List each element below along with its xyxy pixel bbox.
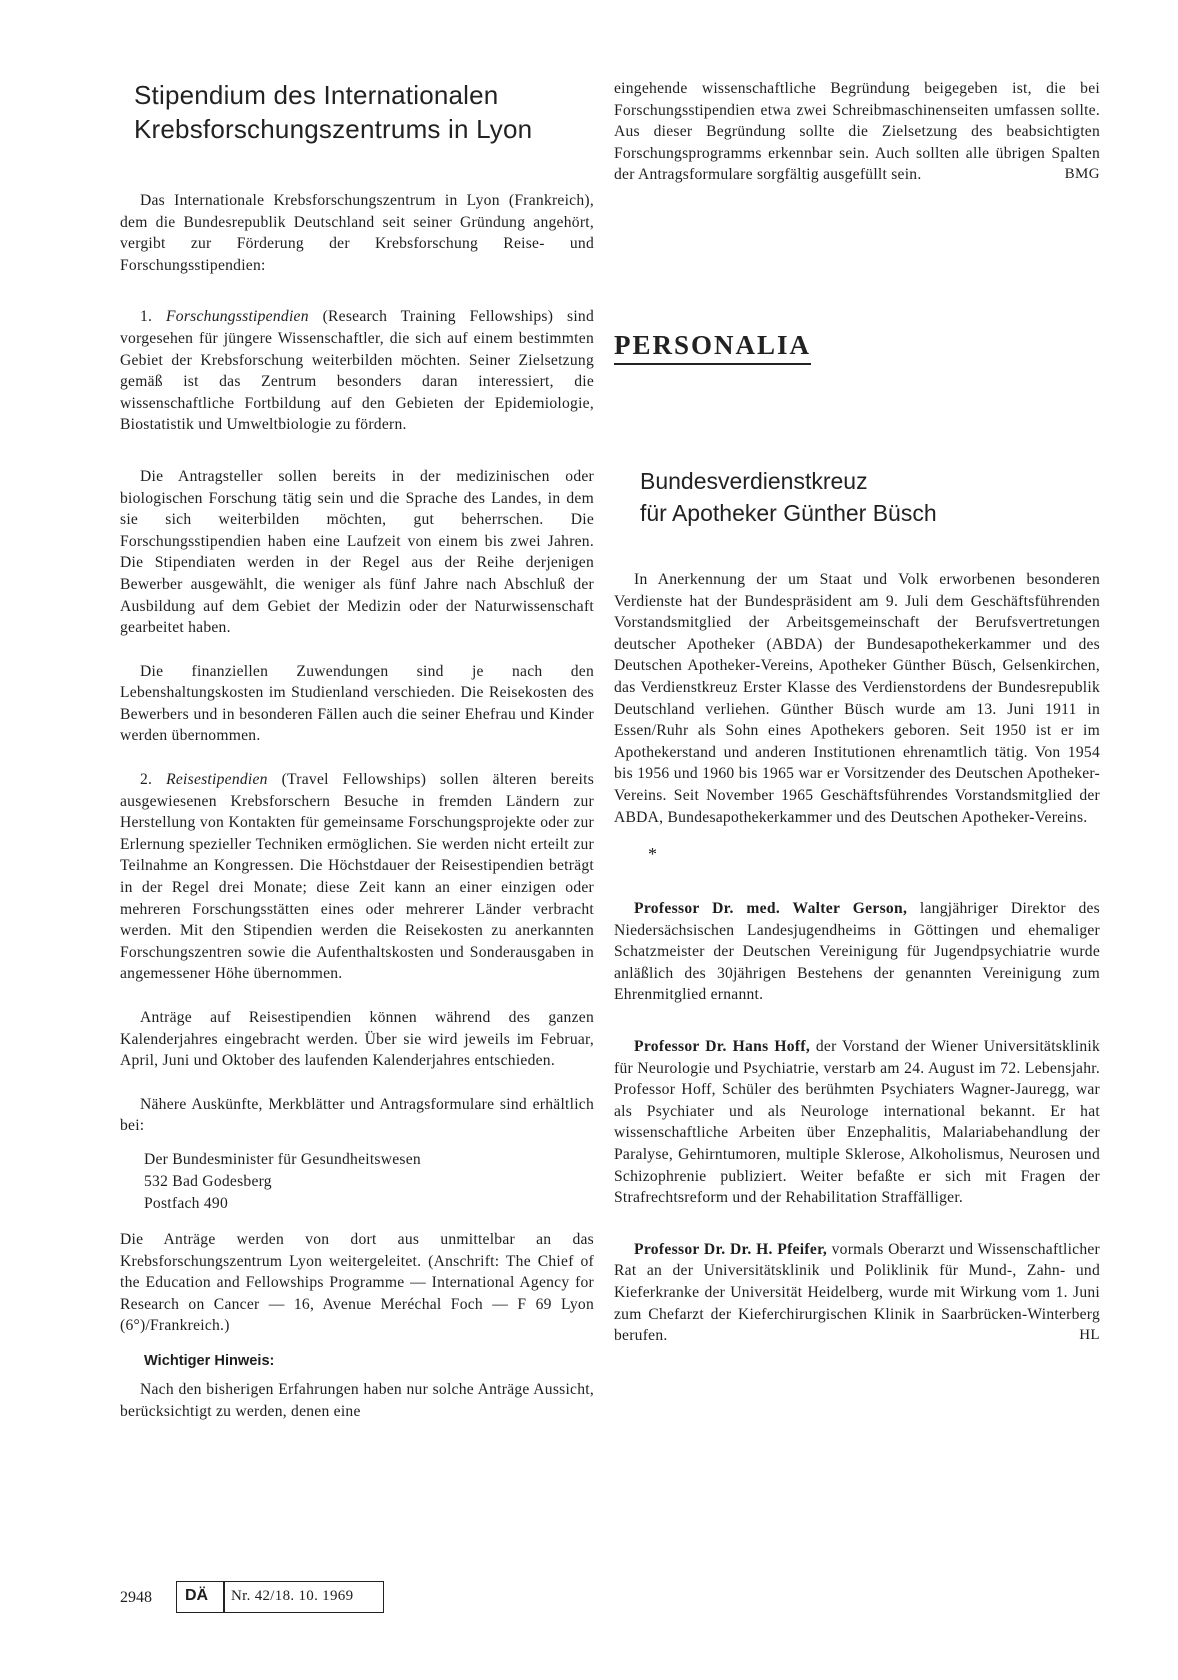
article-title-line2: Krebsforschungszentrums in Lyon <box>134 114 533 144</box>
name-hoff: Professor Dr. Hans Hoff, <box>634 1038 811 1056</box>
paragraph-gerson: Professor Dr. med. Walter Gerson, langjähriger Direktor des Niedersächsischen Landesjugendheims in Göttingen und ehemaliger Schatzmeister der Deutschen Vereinigung für Jugendpsychiatrie wurde anläßlich des 30jährigen Bestehens der genannten Vereinigung zum Ehrenmitglied ernannt. <box>614 900 1100 1004</box>
paragraph-reisestipendien: 2. Reisestipendien (Travel Fellowships) sollen älteren bereits ausgewiesenen Krebsforschern Besuche in fremden Ländern zur Herstellung von Kontakten für gemeinsame Forschungsprojekte oder zur Erlernung spezieller Techniken ermöglichen. Sie werden nicht erteilt zur Teilnahme an Kongressen. Die Höchstdauer der Reisestipendien beträgt in der Regel drei Monate; diese Zeit kann an einer einzigen oder mehreren Forschungsstätten eines oder mehrerer Länder verbracht werden. Mit den Stipendien werden die Reisekosten zu anerkannten Forschungszentren sowie die Aufenthaltskosten und Sonderausgaben in angemessener Höhe übernommen. <box>120 771 595 983</box>
paragraph-zuwendungen: Die finanziellen Zuwendungen sind je nach den Lebenshaltungskosten im Studienland verschieden. Die Reisekosten des Bewerbers und in besonderen Fällen auch die seiner Ehefrau und Kinder werden übernommen. <box>120 662 594 745</box>
signature-hl: HL <box>1079 1327 1100 1344</box>
page-number: 2948 <box>120 1589 152 1606</box>
address-block <box>144 1149 594 1215</box>
paragraph-intro: Das Internationale Krebsforschungszentrum in Lyon (Frankreich), dem die Bundesrepublik Deutschland seit seiner Gründung angehört, vergibt zur Förderung der Krebsforschung Reise- und Forschungsstipendien: <box>120 192 594 274</box>
signature-bmg: BMG <box>1064 166 1100 183</box>
page-footer <box>120 1581 540 1613</box>
name-gerson: Professor Dr. med. Walter Gerson, <box>634 900 908 918</box>
paragraph-antragsteller: Die Antragsteller sollen bereits in der medizinischen oder biologischen Forschung tätig sein und die Sprache des Landes, in dem sie sich weiterbilden möchten, gut beherrschen. Die Forschungsstipendien haben eine Laufzeit von einem bis zwei Jahren. Die Stipendiaten werden in der Regel aus der Reihe derjenigen Bewerber ausgewählt, die weniger als fünf Jahre nach Abschluß der Ausbildung auf dem Gebiet der Medizin oder der Naturwissenschaft gearbeitet haben. <box>120 467 594 637</box>
article-title-bundesverdienstkreuz <box>640 465 1100 529</box>
paragraph-hoff: Professor Dr. Hans Hoff, der Vorstand der Wiener Universitätsklinik für Neurologie und Psychiatrie, verstarb am 24. August im 72. Lebensjahr. Professor Hoff, Schüler des berühmten Psychiaters Wagner-Jauregg, war als Psychiater und als Neurologe international bekannt. Er hat wissenschaftliche Arbeiten über Enzephalitis, Malariabehandlung der Paralyse, Gehirntumoren, multiple Sklerose, Alkoholismus, Neurosen und Schizophrenie publiziert. Weiter befaßte er sich mit Fragen der Strafrechtsreform und der Rehabilitation Straffälliger. <box>614 1038 1100 1207</box>
sub-title-line2: für Apotheker Günther Büsch <box>640 499 937 526</box>
issue-box-divider <box>223 1582 225 1612</box>
paragraph-auskuenfte: Nähere Auskünfte, Merkblätter und Antragsformulare sind erhältlich bei: <box>120 1095 594 1135</box>
name-pfeifer: Professor Dr. Dr. H. Pfeifer, <box>634 1240 828 1258</box>
term-forschungsstipendien: Forschungsstipendien <box>166 308 309 326</box>
address-line: Der Bundesminister für Gesundheitswesen <box>144 1150 421 1168</box>
left-column <box>120 78 594 1422</box>
paragraph-continuation: eingehende wissenschaftliche Begründung beigegeben ist, die bei Forschungsstipendien etwa zwei Schreibmaschinenseiten umfassen sollte. Aus dieser Begründung sollte die Zielsetzung des beabsichtigten Forschungsprogramms erkennbar sein. Auch sollten alle übrigen Spalten der Antragsformulare sorgfältig ausgefüllt sein. BMG <box>614 78 1100 186</box>
separator-star: * <box>648 844 657 865</box>
paragraph-pfeifer: Professor Dr. Dr. H. Pfeifer, vormals Oberarzt und Wissenschaftlicher Rat an der Universitätsklinik und Poliklinik für Mund-, Zahn- und Kieferkranke der Universität Heidelberg, wurde mit Wirkung vom 1. Juni zum Chefarzt der Kieferchirurgischen Klinik in Saarbrücken-Winterberg berufen. HL <box>614 1239 1100 1347</box>
address-line: Postfach 490 <box>144 1194 228 1212</box>
paragraph-hinweis: Nach den bisherigen Erfahrungen haben nur solche Anträge Aussicht, berücksichtigt zu werden, denen eine <box>120 1380 594 1420</box>
article-title-stipendium <box>134 78 594 146</box>
sub-title-line1: Bundesverdienstkreuz <box>640 467 868 494</box>
paragraph-buesch: In Anerkennung der um Staat und Volk erworbenen besonderen Verdienste hat der Bundespräsident am 9. Juli dem Geschäftsführenden Vorstandsmitglied der Arbeitsgemeinschaft der Berufsvertretungen deutscher Apotheker (ABDA) der Bundesapothekerkammer und des Deutschen Apotheker-Vereins, Apotheker Günther Büsch, Gelsenkirchen, das Verdienstkreuz Erster Klasse des Verdienstordens der Bundesrepublik Deutschland verliehen. Günther Büsch wurde am 13. Juni 1911 in Essen/Ruhr als Sohn eines Apothekers geboren. Seit 1950 ist er im Apothekerstand und anderen Institutionen ehrenamtlich tätig. Von 1954 bis 1956 und 1960 bis 1965 war er Vorsitzender des Deutschen Apotheker-Vereins. Seit November 1965 Geschäftsführendes Vorstandsmitglied der ABDA, Bundesapothekerkammer und des Deutschen Apotheker-Vereins. <box>614 570 1100 826</box>
article-title-line1: Stipendium des Internationalen <box>134 80 499 110</box>
address-line: 532 Bad Godesberg <box>144 1172 272 1190</box>
journal-issue-box <box>176 1581 384 1613</box>
issue-date: Nr. 42/18. 10. 1969 <box>231 1588 354 1604</box>
journal-abbreviation: DÄ <box>185 1587 209 1604</box>
hinweis-heading: Wichtiger Hinweis: <box>144 1352 275 1369</box>
term-reisestipendien: Reisestipendien <box>166 771 268 789</box>
paragraph-weiterleitung: Die Anträge werden von dort aus unmittelbar an das Krebsforschungszentrum Lyon weitergeleitet. (Anschrift: The Chief of the Education and Fellowships Programme — International Agency for Research on Cancer — 16, Avenue Meréchal Foch — F 69 Lyon (6°)/Frankreich.) <box>120 1230 594 1335</box>
paragraph-antraege: Anträge auf Reisestipendien können während des ganzen Kalenderjahres eingebracht werden. Über sie wird jeweils im Februar, April, Juni und Oktober des laufenden Kalenderjahres entschieden. <box>120 1009 594 1070</box>
right-column <box>614 78 1100 1347</box>
section-heading-personalia: PERSONALIA <box>614 330 811 365</box>
paragraph-forschungsstipendien: 1. Forschungsstipendien (Research Training Fellowships) sind vorgesehen für jüngere Wissenschaftler, die sich auf einem bestimmten Gebiet der Krebsforschung weiterbilden möchten. Seiner Zielsetzung gemäß ist das Zentrum besonders daran interessiert, die wissenschaftliche Fortbildung auf den Gebieten der Epidemiologie, Biostatistik und Umweltbiologie zu fördern. <box>120 308 594 434</box>
